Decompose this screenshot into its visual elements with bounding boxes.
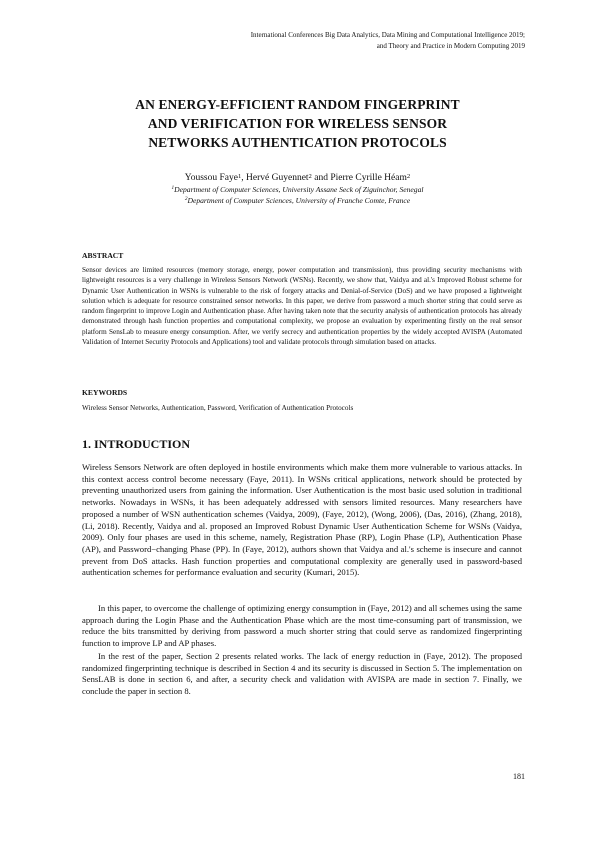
abstract-text: Sensor devices are limited resources (memory storage, energy, power computation and transmission), thus providing security mechanisms with lightweight resources is a very challenge in Wireless Sensors Network (WSNs). Recently, we show that, Vaidya and al.'s Improved Robust scheme for Dynamic User Authentication in WSNs is vulnerable to the risk of forgery attacks and Denial-of-Service (DoS) and we have proposed a lightweight solution which is adequate for resource constrained sensor networks. In this paper, we derive from password a much shorter string that could serve as random fingerprint to improve Login and Authentication phase. After having taken note that the security analysis of authentication protocols has already demonstrated through hash function properties and computational complexity, we propose an evaluation by experimenting firstly on the real sensor platform SensLab to measure energy consumption. After, we verify secrecy and authentication properties by the widely accepted AVISPA (Automated Validation of Internet Security Protocols and Applications) tool and validate protocols through simulation based on attacks. [82, 266, 522, 347]
title-line-1: AN ENERGY-EFFICIENT RANDOM FINGERPRINT [135, 97, 460, 112]
title-line-2: AND VERIFICATION FOR WIRELESS SENSOR [147, 116, 448, 131]
affiliation-1-text: Department of Computer Sciences, University Assane Seck of Ziguinchor, Senegal [174, 185, 424, 194]
author-2-affiliation-mark: 2 [308, 173, 312, 180]
section-heading-introduction: 1. INTRODUCTION [82, 437, 191, 451]
affiliations [80, 185, 515, 206]
author-2: Hervé Guyennet [246, 173, 309, 183]
conference-header [125, 30, 525, 52]
author-separator: , [241, 173, 247, 183]
author-1: Youssou Faye [184, 173, 238, 183]
conference-header-line-2: and Theory and Practice in Modern Computing 2019 [376, 42, 525, 50]
conference-header-line-1: International Conferences Big Data Analytics, Data Mining and Computational Intelligence 2019; [250, 31, 525, 39]
affiliation-1-mark: 1 [171, 185, 175, 191]
intro-paragraph-3: In the rest of the paper, Section 2 presents related works. The lack of energy reduction in (Faye, 2012). The proposed randomized fingerprinting technique is described in Section 4 and its security is discussed in Section 5. The implementation on SensLAB is done in section 6, and after, a security check and validation with AVISPA are made in section 7. Finally, we conclude the paper in section 8. [82, 651, 522, 697]
keywords-heading: KEYWORDS [82, 388, 128, 397]
author-list [80, 172, 515, 185]
affiliation-2 [80, 196, 515, 207]
author-1-affiliation-mark: 1 [237, 173, 242, 180]
affiliation-2-text: Department of Computer Sciences, University of Franche Comte, France [187, 195, 411, 205]
author-3: Pierre Cyrille Héam [330, 173, 407, 183]
intro-paragraph-1: Wireless Sensors Network are often deployed in hostile environments which make them more vulnerable to various attacks. In this context access control become necessary (Faye, 2011). In WSNs critical applications, network should be protected by preventing unauthorized users from gaining the information. User Authentication is the most basic used solution in traditional networks. Nowadays in WSNs, it has been adequately addressed with sensors limited resources. Many researchers have proposed a number of WSN authentication schemes (Vaidya, 2009), (Faye, 2012), (Wong, 2006), (Das, 2016), (Zhang, 2018), (Li, 2018). Recently, Vaidya and al. proposed an Improved Robust Dynamic User Authentication Scheme for WSNs (Vaidya, 2009). Only four phases are used in this scheme, namely, Registration Phase (RP), Login Phase (LP), Authentication Phase (AP), and Password−changing Phase (PP). In (Faye, 2012), authors shown that Vaidya and al.'s scheme is insecure and cannot prevent from DoS attacks. Hash function properties and computational complexity are generally used in password-based authentication schemes for performance evaluation and security (Kumari, 2015). [82, 462, 522, 578]
paper-title [80, 95, 515, 152]
title-line-3: NETWORKS AUTHENTICATION PROTOCOLS [148, 135, 447, 150]
abstract-heading: ABSTRACT [82, 251, 124, 260]
intro-paragraph-2: In this paper, to overcome the challenge of optimizing energy consumption in (Faye, 2012) and all schemes using the same approach during the Login Phase and the Authentication Phase which are the most time-consuming part of transmission, we reduce the bits transmitted by deriving from password a much shorter string that could serve as randomized fingerprinting function to improve LP and AP phases. [82, 603, 522, 649]
affiliation-1 [80, 185, 515, 196]
author-separator: and [311, 173, 331, 183]
keywords-text: Wireless Sensor Networks, Authentication, Password, Verification of Authentication Protocols [82, 404, 354, 412]
author-3-affiliation-mark: 2 [406, 173, 411, 180]
page-number: 181 [513, 772, 525, 781]
affiliation-2-mark: 2 [184, 195, 188, 202]
